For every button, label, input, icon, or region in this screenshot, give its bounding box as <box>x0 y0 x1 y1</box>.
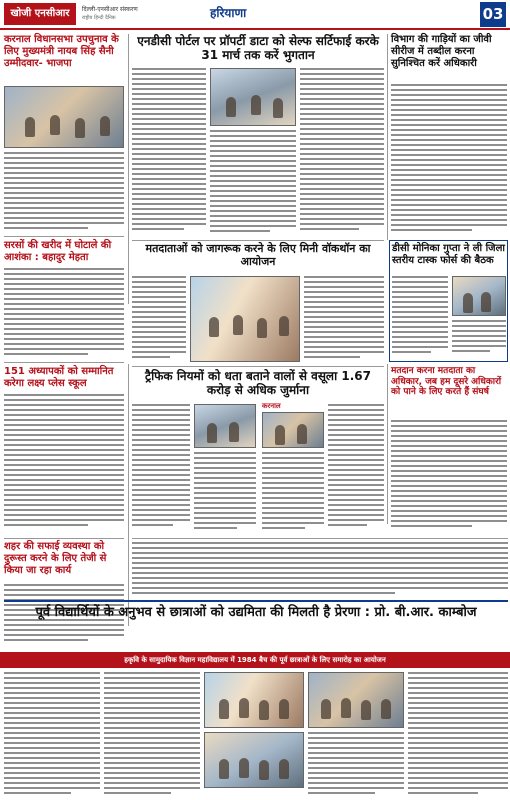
story-bottom-upper-text <box>132 542 508 598</box>
story-ndc-body-col1 <box>132 68 206 236</box>
story-cleanliness-headline: शहर की सफाई व्यवस्था को दुरूस्त करने के लिए तेजी से किया जा रहा कार्य <box>4 541 107 576</box>
story-traffic-body-col1 <box>132 404 190 532</box>
story-vehicles-headline: विभाग की गाड़ियों का जीवी सीरीज में तब्दील करना सुनिश्चित करें अधिकारी <box>391 34 492 69</box>
story-ndc-photo <box>210 68 296 126</box>
story-alumni-photo-2 <box>204 732 304 788</box>
story-alumni-headline: पूर्व विद्यार्थियों के अनुभव से छात्राओं को उद्यमिता की मिलती है प्रेरणा : प्रो. बी.आर. काम्बोज <box>35 605 477 620</box>
story-ndc-headline: एनडीसी पोर्टल पर प्रॉपर्टी डाटा को सेल्फ सर्टिफाई करके 31 मार्च तक करें भुगतान <box>137 34 379 63</box>
story-alumni-body-col3 <box>308 732 404 796</box>
divider <box>4 236 124 237</box>
story-walkathon-headline: मतदाताओं को जागरूक करने के लिए मिनी वॉकथॉन का आयोजन <box>145 242 371 268</box>
masthead <box>0 0 510 30</box>
column-rule <box>128 34 129 304</box>
story-karnal-photo <box>4 86 124 148</box>
story-alumni-photo-1 <box>204 672 304 728</box>
divider <box>4 362 124 363</box>
story-traffic-photo-right <box>262 412 324 448</box>
section-title: हरियाणा <box>210 6 247 20</box>
page-number: 03 <box>480 2 506 27</box>
story-voting-headline: मतदान करना मतदाता का अधिकार, जब हम दूसरे अधिकारों को पाने के लिए करते हैं संघर्ष <box>391 366 502 398</box>
subline: राष्ट्रीय हिन्दी दैनिक <box>82 15 116 21</box>
story-traffic-body-col3 <box>262 452 324 532</box>
story-traffic-photo-left <box>194 404 256 448</box>
divider <box>132 538 508 539</box>
story-walkathon-photo <box>190 276 300 362</box>
story-traffic-body-col4 <box>328 404 384 532</box>
story-traffic-body-col2 <box>194 452 256 532</box>
story-alumni-body-col2 <box>104 672 200 796</box>
story-vehicles-body <box>391 84 507 236</box>
story-teachers-headline: 151 अध्यापकों को सम्मानित करेगा लक्ष्य प्लेस स्कूल <box>4 366 114 389</box>
story-voting-body <box>391 420 507 532</box>
story-alumni-photo-3 <box>308 672 404 728</box>
story-alumni-body-col4 <box>408 672 508 796</box>
column-rule <box>128 364 129 626</box>
story-ndc-body-col3 <box>210 130 296 236</box>
divider <box>4 600 508 602</box>
story-taskforce-photo <box>452 276 506 316</box>
story-mustard-body <box>4 268 124 358</box>
story-ndc-body-col2 <box>300 68 384 236</box>
story-alumni-banner: हकृवि के सामुदायिक विज्ञान महाविद्यालय में 1984 बैच की पूर्व छात्राओं के लिए समारोह का आयोजन <box>0 652 510 668</box>
story-taskforce-headline: डीसी मोनिका गुप्ता ने ली जिला स्तरीय टास्क फोर्स की बैठक <box>392 243 505 266</box>
story-mustard-headline: सरसों की खरीद में घोटाले की आशंका : बहादुर मेहता <box>4 240 112 263</box>
story-karnal-headline: करनाल विधानसभा उपचुनाव के लिए मुख्यमंत्री नायब सिंह सैनी उम्मीदवार- भाजपा <box>4 34 119 69</box>
story-walkathon-body-col1 <box>132 276 186 360</box>
story-taskforce-body-col1 <box>392 276 448 358</box>
story-walkathon-body-col2 <box>304 276 384 360</box>
story-alumni-body-col1 <box>4 672 100 796</box>
divider <box>132 366 384 367</box>
divider <box>132 240 384 241</box>
story-taskforce-body-col2 <box>452 320 506 358</box>
dateline-karnal: करनाल <box>262 402 281 410</box>
story-karnal-body <box>4 152 124 232</box>
column-rule <box>387 34 388 240</box>
dateline: दिल्ली-एनसीआर संस्करण <box>82 6 138 13</box>
story-teachers-body <box>4 394 124 532</box>
story-traffic-headline: ट्रैफिक नियमों को धता बताने वालों से वसूला 1.67 करोड़ से अधिक जुर्माना <box>145 369 371 398</box>
newspaper-logo: खोजी एनसीआर <box>4 3 76 25</box>
column-rule <box>387 364 388 524</box>
divider <box>4 538 124 539</box>
